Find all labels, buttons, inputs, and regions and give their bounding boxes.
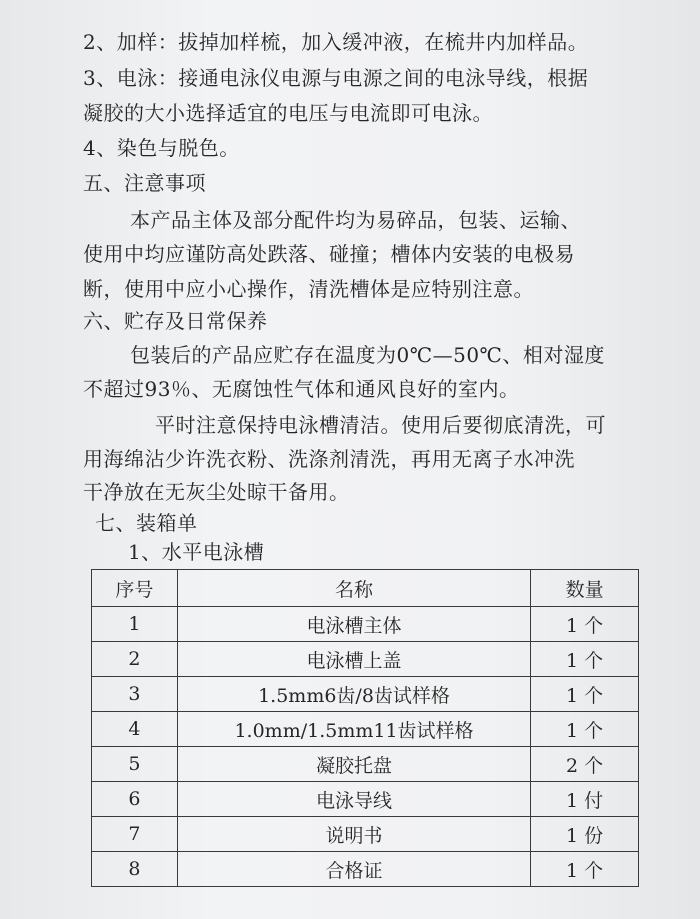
cell-index: 7	[92, 817, 178, 852]
table-row	[92, 642, 639, 677]
precautions-line1: 本产品主体及部分配件均为易碎品，包装、运输、	[130, 208, 581, 232]
precautions-line3: 断，使用中应小心操作，清洗槽体是应特别注意。	[83, 277, 534, 301]
storage-p2-line1: 平时注意保持电泳槽清洁。使用后要彻底清洗，可	[155, 413, 606, 437]
cell-name: 1.5mm6齿/8齿试样格	[177, 677, 530, 712]
cell-name: 电泳导线	[177, 782, 530, 817]
packing-list-heading: 七、装箱单	[95, 511, 198, 535]
step-sample-loading: 2、加样：拔掉加样梳，加入缓冲液，在梳井内加样品。	[83, 30, 589, 54]
cell-index: 1	[92, 607, 178, 642]
step-staining: 4、染色与脱色。	[83, 136, 240, 160]
precautions-heading: 五、注意事项	[83, 171, 206, 195]
packing-list-table	[91, 569, 639, 887]
table-row	[92, 747, 639, 782]
storage-p2-line3: 干净放在无灰尘处晾干备用。	[83, 480, 350, 504]
cell-name: 电泳槽主体	[177, 607, 530, 642]
table-row	[92, 607, 639, 642]
cell-name: 电泳槽上盖	[177, 642, 530, 677]
packing-list-subheading: 1、水平电泳槽	[128, 540, 265, 564]
cell-quantity: 2 个	[531, 747, 639, 782]
cell-quantity: 1 个	[531, 642, 639, 677]
storage-p1-line2: 不超过93％、无腐蚀性气体和通风良好的室内。	[83, 377, 520, 401]
cell-quantity: 1 份	[531, 817, 639, 852]
step-electrophoresis-line2: 凝胶的大小选择适宜的电压与电流即可电泳。	[83, 101, 493, 125]
column-header-quantity: 数量	[531, 570, 639, 607]
cell-index: 4	[92, 712, 178, 747]
precautions-line2: 使用中均应谨防高处跌落、碰撞；槽体内安装的电极易	[83, 242, 575, 266]
column-header-index: 序号	[92, 570, 178, 607]
storage-p1-line1: 包装后的产品应贮存在温度为0℃—50℃、相对湿度	[130, 343, 605, 367]
cell-name: 凝胶托盘	[177, 747, 530, 782]
cell-quantity: 1 个	[531, 712, 639, 747]
cell-index: 3	[92, 677, 178, 712]
cell-name: 合格证	[177, 852, 530, 887]
table-row	[92, 782, 639, 817]
cell-quantity: 1 个	[531, 677, 639, 712]
cell-name: 说明书	[177, 817, 530, 852]
step-electrophoresis-line1: 3、电泳：接通电泳仪电源与电源之间的电泳导线，根据	[83, 66, 589, 90]
table-row	[92, 852, 639, 887]
table-header-row	[92, 570, 639, 607]
cell-index: 5	[92, 747, 178, 782]
cell-quantity: 1 个	[531, 607, 639, 642]
cell-index: 8	[92, 852, 178, 887]
cell-quantity: 1 付	[531, 782, 639, 817]
table-row	[92, 817, 639, 852]
cell-name: 1.0mm/1.5mm11齿试样格	[177, 712, 530, 747]
storage-p2-line2: 用海绵沾少许洗衣粉、洗涤剂清洗，再用无离子水冲洗	[83, 447, 575, 471]
table-row	[92, 712, 639, 747]
cell-quantity: 1 个	[531, 852, 639, 887]
table-row	[92, 677, 639, 712]
cell-index: 2	[92, 642, 178, 677]
cell-index: 6	[92, 782, 178, 817]
column-header-name: 名称	[177, 570, 530, 607]
storage-heading: 六、贮存及日常保养	[83, 309, 268, 333]
